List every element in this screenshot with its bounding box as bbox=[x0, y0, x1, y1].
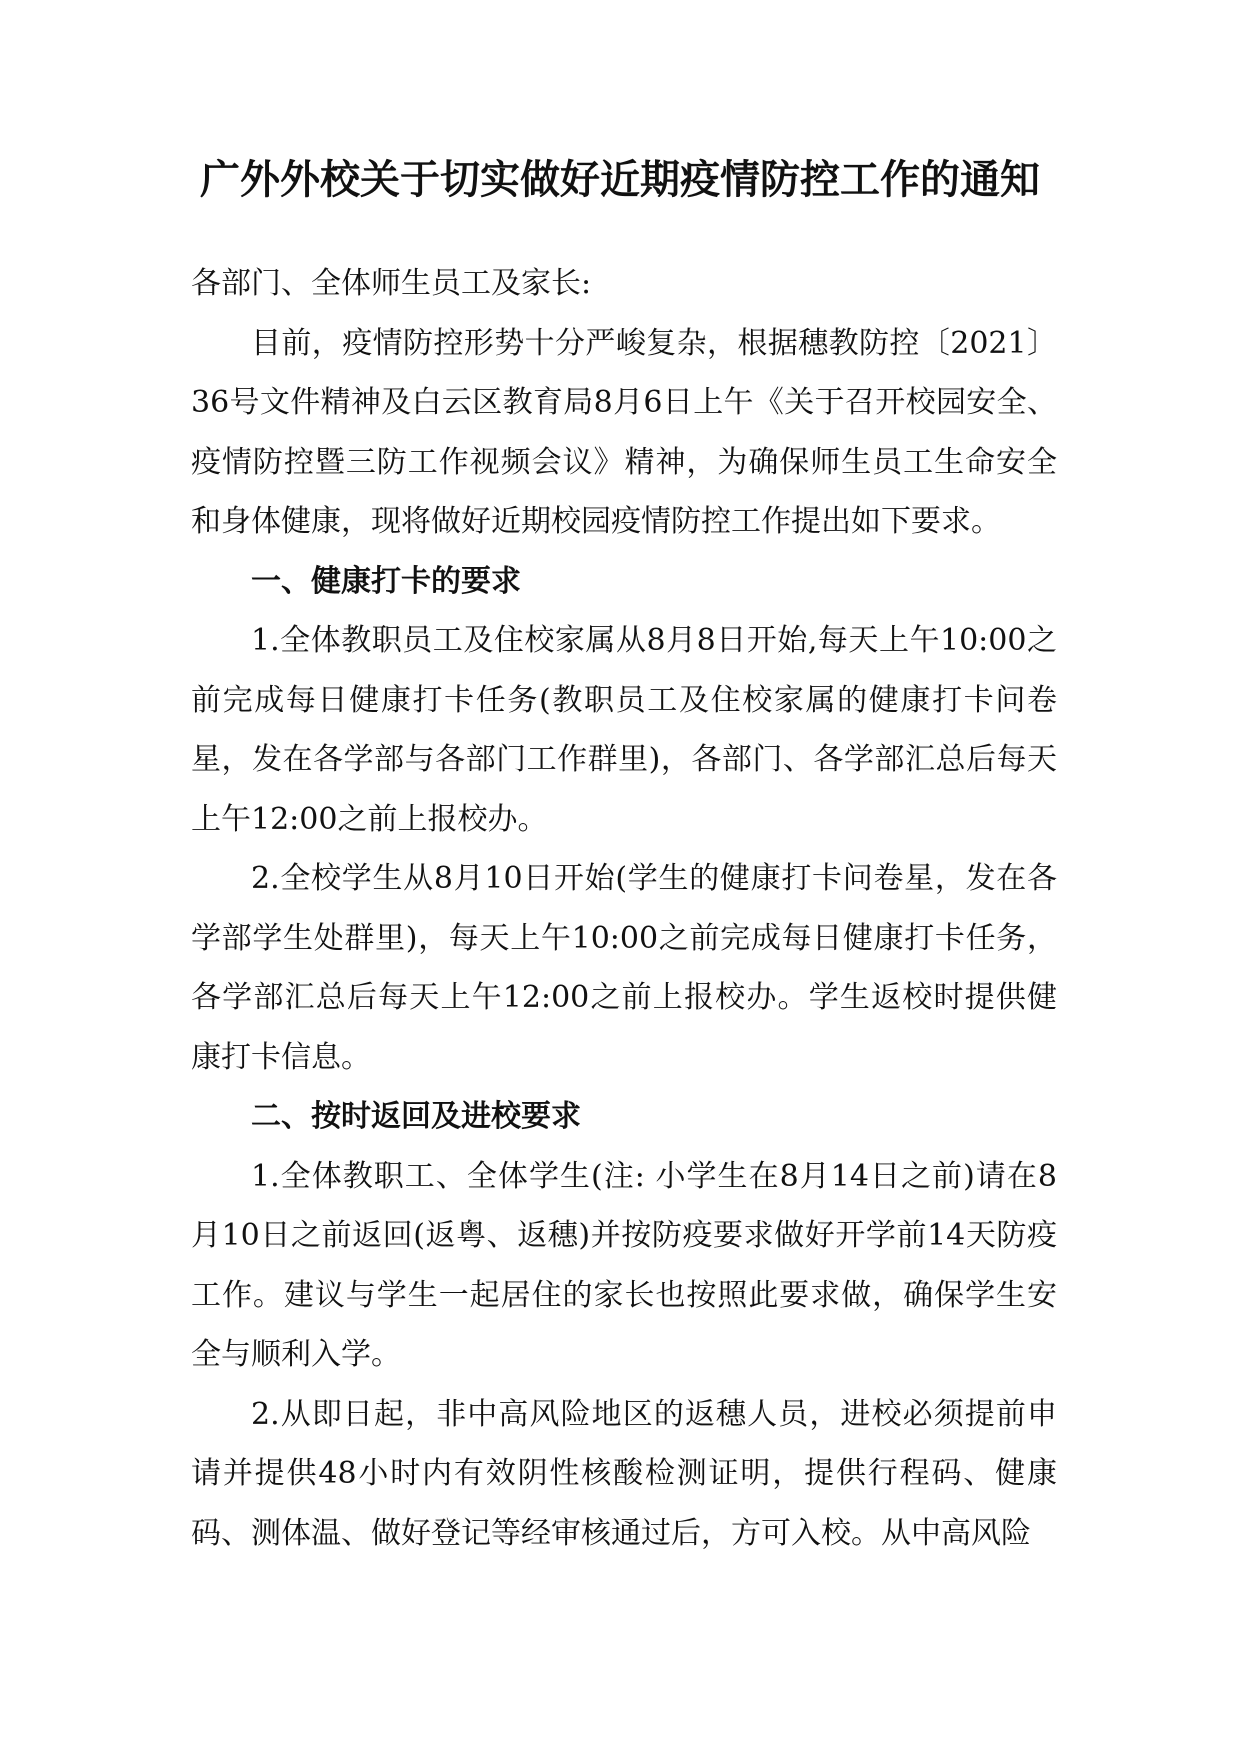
section-item: 2.从即日起，非中高风险地区的返穗人员，进校必须提前申请并提供48小时内有效阴性核酸检测证明，提供行程码、健康码、测体温、做好登记等经审核通过后，方可入校。从中高风险 bbox=[191, 1396, 1057, 1551]
salutation: 各部门、全体师生员工及家长: bbox=[191, 266, 592, 301]
document-title: 广外外校关于切实做好近期疫情防控工作的通知 bbox=[200, 157, 1040, 203]
document-body bbox=[191, 254, 1057, 1563]
section-item: 1.全体教职员工及住校家属从8月8日开始,每天上午10:00之前完成每日健康打卡任务(教职员工及住校家属的健康打卡问卷星，发在各学部与各部门工作群里)，各部门、各学部汇总后每天上午12:00之前上报校办。 bbox=[191, 623, 1057, 837]
section-item: 2.全校学生从8月10日开始(学生的健康打卡问卷星，发在各学部学生处群里)，每天上午10:00之前完成每日健康打卡任务，各学部汇总后每天上午12:00之前上报校办。学生返校时提供健康打卡信息。 bbox=[191, 861, 1057, 1075]
section-heading: 一、健康打卡的要求 bbox=[251, 563, 521, 599]
intro-paragraph: 目前，疫情防控形势十分严峻复杂，根据穗教防控〔2021〕36号文件精神及白云区教育局8月6日上午《关于召开校园安全、疫情防控暨三防工作视频会议》精神，为确保师生员工生命安全和身体健康，现将做好近期校园疫情防控工作提出如下要求。 bbox=[191, 325, 1057, 539]
section-item: 1.全体教职工、全体学生(注: 小学生在8月14日之前)请在8月10日之前返回(返粤、返穗)并按防疫要求做好开学前14天防疫工作。建议与学生一起居住的家长也按照此要求做，确保学生安全与顺利入学。 bbox=[191, 1158, 1057, 1372]
section-heading: 二、按时返回及进校要求 bbox=[251, 1099, 581, 1134]
